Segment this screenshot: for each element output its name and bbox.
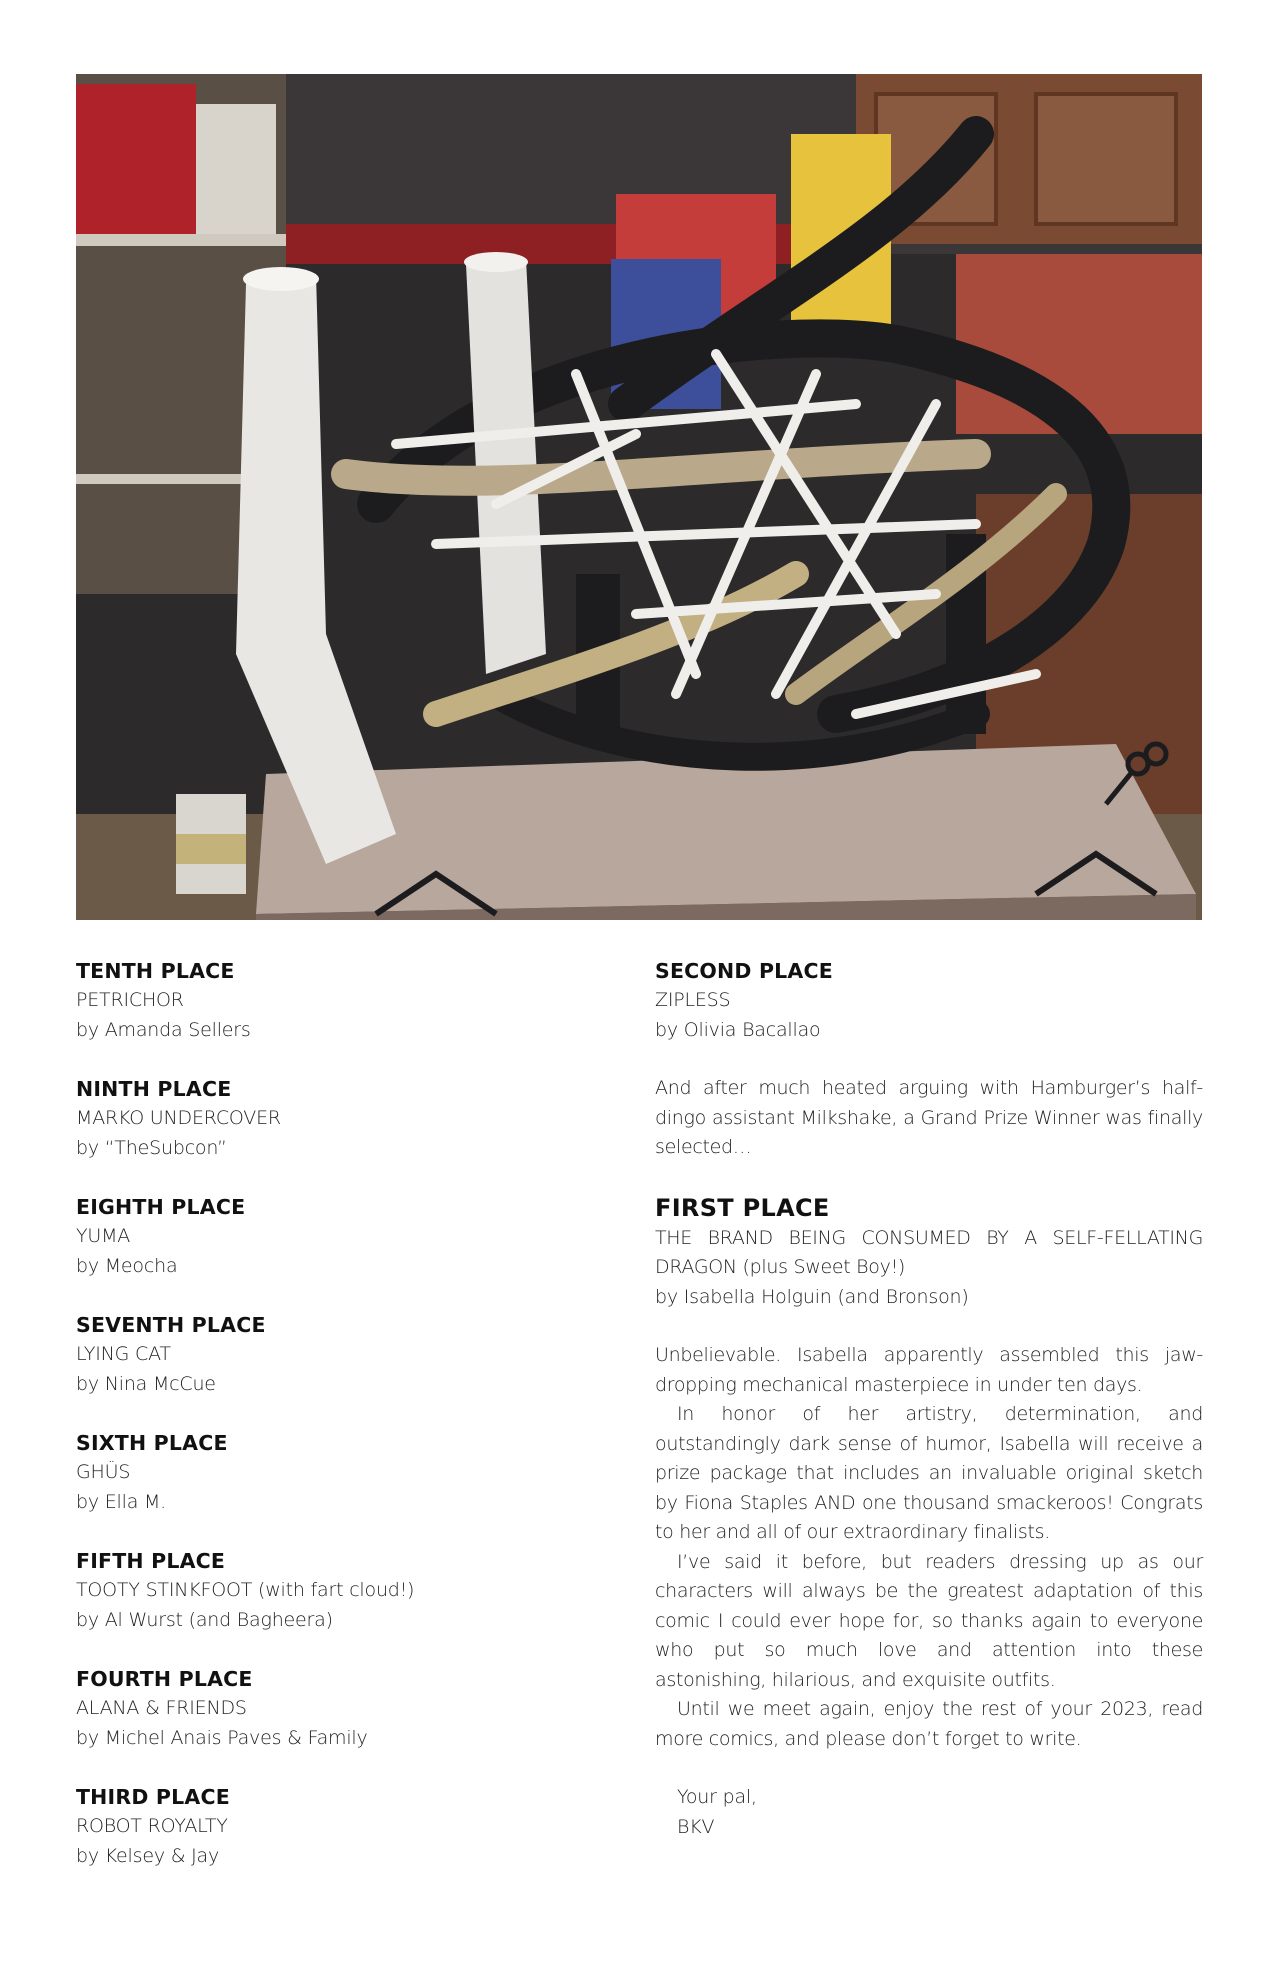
- signoff-line: Your pal,: [677, 1786, 757, 1808]
- body-paragraph-2: In honor of her artistry, determination, and outstandingly dark sense of humor, Isabella will receive a prize package that includes an invaluable original sketch by Fiona Staples AND one thousand smackeroos! Congrats to her and all of our extraordinary finalists.: [655, 1403, 1203, 1543]
- entry-title: PETRICHOR: [76, 989, 184, 1011]
- entry-byline: by Al Wurst (and Bagheera): [76, 1608, 333, 1631]
- winner-entry-tenth: [76, 956, 596, 1045]
- place-heading: TENTH PLACE: [76, 959, 235, 983]
- entry-byline: by Isabella Holguin (and Bronson): [655, 1285, 969, 1308]
- winner-entry-eighth: [76, 1192, 596, 1281]
- winner-entry-seventh: [76, 1310, 596, 1399]
- place-heading: THIRD PLACE: [76, 1785, 230, 1809]
- entry-byline: by Meocha: [76, 1254, 178, 1277]
- right-column: [655, 956, 1203, 1842]
- entry-title: MARKO UNDERCOVER: [76, 1107, 281, 1129]
- place-heading: SIXTH PLACE: [76, 1431, 228, 1455]
- entry-title: TOOTY STINKFOOT (with fart cloud!): [76, 1579, 415, 1601]
- place-heading: SECOND PLACE: [655, 959, 833, 983]
- photo-illustration: [76, 74, 1202, 920]
- entry-byline: by Kelsey & Jay: [76, 1844, 220, 1867]
- entry-byline: by Amanda Sellers: [76, 1018, 251, 1041]
- entry-title: ZIPLESS: [655, 989, 731, 1011]
- entry-title: ALANA & FRIENDS: [76, 1697, 247, 1719]
- body-paragraph-1: Unbelievable. Isabella apparently assembled this jaw-dropping mechanical masterpiece in under ten days.: [655, 1344, 1203, 1396]
- place-heading: SEVENTH PLACE: [76, 1313, 266, 1337]
- place-heading: NINTH PLACE: [76, 1077, 232, 1101]
- winner-entry-first: [655, 1192, 1203, 1313]
- entry-byline: by Michel Anais Paves & Family: [76, 1726, 368, 1749]
- winner-entry-second: [655, 956, 1203, 1045]
- entry-title: THE BRAND BEING CONSUMED BY A SELF-FELLATING DRAGON (plus Sweet Boy!): [655, 1226, 1203, 1278]
- entry-title: YUMA: [76, 1225, 131, 1247]
- place-heading: EIGHTH PLACE: [76, 1195, 246, 1219]
- place-heading: FIFTH PLACE: [76, 1549, 226, 1573]
- entry-title: ROBOT ROYALTY: [76, 1815, 228, 1837]
- entry-byline: by Ella M.: [76, 1490, 167, 1513]
- sculpture-photo: [76, 74, 1202, 920]
- winner-entry-fourth: [76, 1664, 596, 1753]
- winner-entry-ninth: [76, 1074, 596, 1163]
- left-column: [76, 956, 596, 1900]
- entry-byline: by “TheSubcon”: [76, 1136, 227, 1159]
- first-place-heading: FIRST PLACE: [655, 1193, 830, 1222]
- signoff-signature: BKV: [677, 1815, 715, 1838]
- entry-title: GHÜS: [76, 1461, 131, 1483]
- spacer: [655, 1754, 1203, 1783]
- body-paragraph-3: I’ve said it before, but readers dressing up as our characters will always be the greatest adaptation of this comic I could ever hope for, so thanks again to everyone who put so much love and attention into these astonishing, hilarious, and exquisite outfits.: [655, 1550, 1203, 1691]
- winner-entry-sixth: [76, 1428, 596, 1517]
- winner-entry-third: [76, 1782, 596, 1871]
- entry-byline: by Nina McCue: [76, 1372, 216, 1395]
- winner-entry-fifth: [76, 1546, 596, 1635]
- body-paragraph-4: Until we meet again, enjoy the rest of your 2023, read more comics, and please don’t forget to write.: [655, 1698, 1203, 1750]
- entry-title: LYING CAT: [76, 1343, 171, 1365]
- intro-paragraph: And after much heated arguing with Hamburger’s half-dingo assistant Milkshake, a Grand Prize Winner was finally selected…: [655, 1077, 1203, 1158]
- spacer: [655, 1163, 1203, 1192]
- place-heading: FOURTH PLACE: [76, 1667, 253, 1691]
- entry-byline: by Olivia Bacallao: [655, 1018, 821, 1041]
